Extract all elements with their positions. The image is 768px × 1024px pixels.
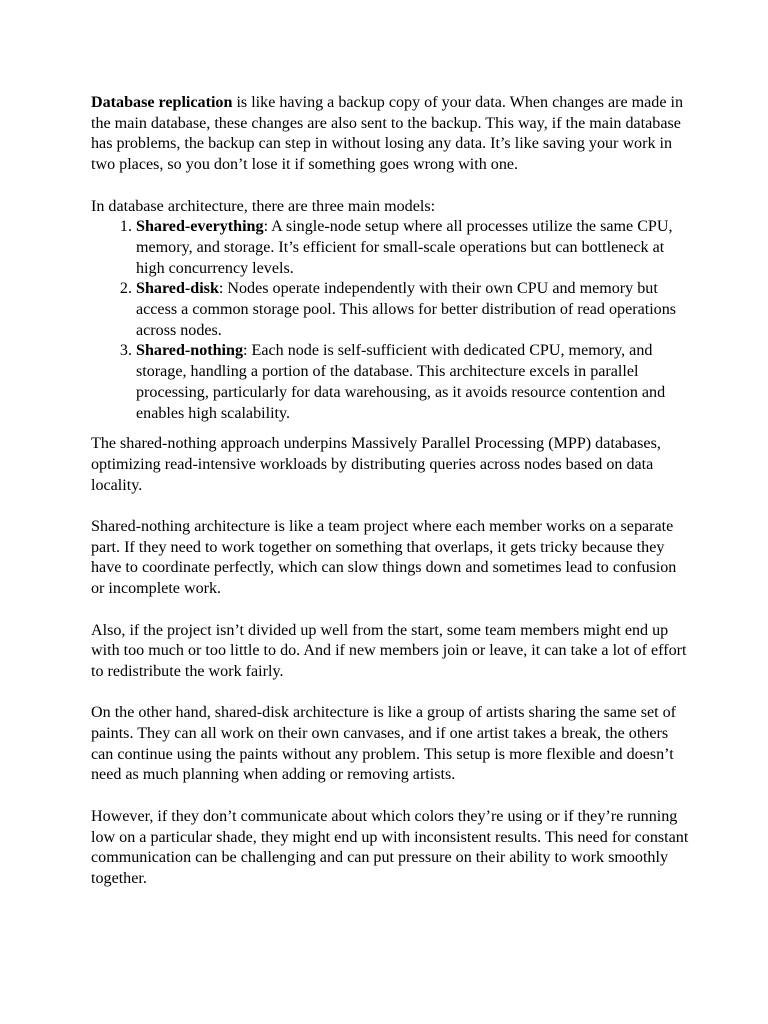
list-item: [136, 279, 691, 341]
list-item: [136, 217, 691, 279]
model-text: : Nodes operate independently with their own CPU and memory but access a common storage pool. This allows for better distribution of read operations across nodes.: [136, 280, 677, 339]
artists-paragraph: On the other hand, shared-disk architecture is like a group of artists sharing the same set of paints. They can all work on their own canvases, and if one artist takes a break, the others can continue using the paints without any problem. This setup is more flexible and doesn’t need as much planning when adding or removing artists.: [91, 704, 677, 784]
document-body: [91, 93, 691, 890]
model-term: Shared-nothing: [136, 342, 244, 360]
team-project-paragraph: Shared-nothing architecture is like a team project where each member works on a separate part. If they need to work together on something that overlaps, it gets tricky because they have to coordinate perfectly, which can slow things down and sometimes lead to confusion or incomplete work.: [91, 518, 677, 598]
intro-term: Database replication: [91, 94, 233, 111]
mpp-paragraph: The shared-nothing approach underpins Massively Parallel Processing (MPP) databases, optimizing read-intensive workloads by distributing queries across nodes based on data locality.: [91, 435, 661, 494]
intro-paragraph: [91, 93, 691, 176]
intro-text: is like having a backup copy of your data. When changes are made in the main database, these changes are also sent to the backup. This way, if the main database has problems, the backup can step in without losing any data. It’s like saving your work in two places, so you don’t lose it if something goes wrong with one.: [91, 94, 684, 174]
model-term: Shared-disk: [136, 280, 219, 298]
models-lead: In database architecture, there are three main models:: [91, 197, 436, 215]
division-paragraph: Also, if the project isn’t divided up well from the start, some team members might end up with too much or too little to do. And if new members join or leave, it can take a lot of effort to redistribute the work fairly.: [91, 621, 687, 680]
model-term: Shared-everything: [136, 218, 264, 236]
model-text: : Each node is self-sufficient with dedicated CPU, memory, and storage, handling a portion of the database. This architecture excels in parallel processing, particularly for data warehousing, as it avoids resource contention and enables high scalability.: [136, 342, 666, 422]
list-item: [136, 341, 691, 424]
communication-paragraph: However, if they don’t communicate about which colors they’re using or if they’re running low on a particular shade, they might end up with inconsistent results. This need for constant communication can be challenging and can put pressure on their ability to work smoothly together.: [91, 807, 689, 887]
model-text: : A single-node setup where all processes utilize the same CPU, memory, and storage. It’s efficient for small-scale operations but can bottleneck at high concurrency levels.: [136, 218, 673, 277]
models-list: [91, 217, 691, 424]
